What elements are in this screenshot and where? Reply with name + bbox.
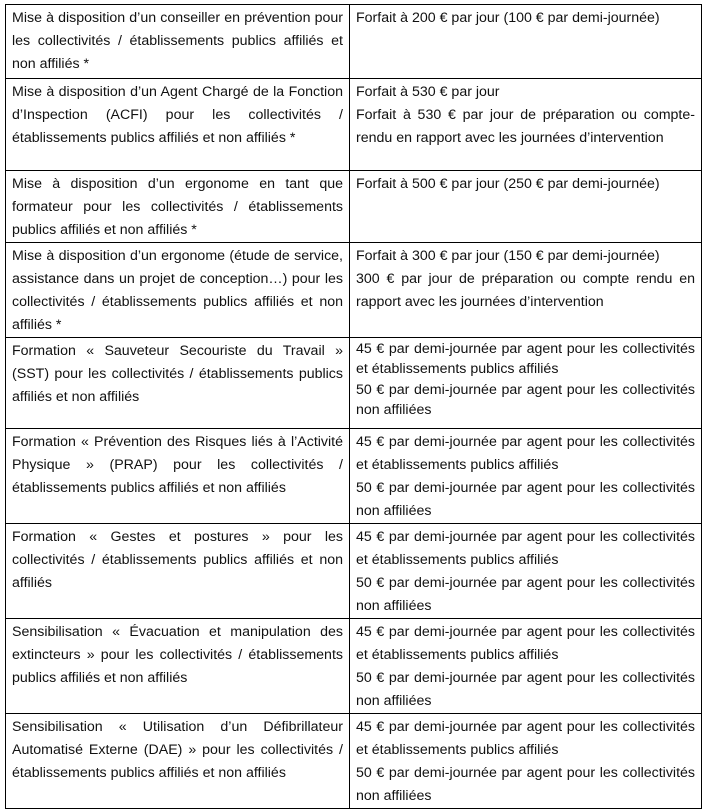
- tarif-cell: [350, 429, 702, 524]
- service-cell: Sensibilisation « Utilisation d’un Défibrillateur Automatisé Externe (DAE) » pour les collectivités / établissements publics affiliés et non affiliés: [6, 714, 350, 809]
- service-cell: Mise à disposition d’un ergonome (étude de service, assistance dans un projet de conception…) pour les collectivités / établissements publics affiliés et non affiliés *: [6, 243, 350, 338]
- tarif-line: Forfait à 500 € par jour (250 € par demi-journée): [356, 176, 660, 192]
- tarif-cell: [350, 524, 702, 619]
- tarif-line: 300 € par jour de préparation ou compte rendu en rapport avec les journées d’intervention: [356, 271, 695, 310]
- tarif-line: 45 € par demi-journée par agent pour les collectivités et établissements publics affiliés: [356, 341, 695, 377]
- tarif-cell: [350, 79, 702, 171]
- table-row: [6, 171, 702, 243]
- service-cell: Formation « Sauveteur Secouriste du Travail » (SST) pour les collectivités / établissements publics affiliés et non affiliés: [6, 338, 350, 429]
- service-cell: Mise à disposition d’un Agent Chargé de la Fonction d’Inspection (ACFI) pour les collectivités / établissements publics affiliés et non affiliés *: [6, 79, 350, 171]
- tarif-cell: [350, 243, 702, 338]
- tarif-line: 45 € par demi-journée par agent pour les collectivités et établissements publics affiliés: [356, 529, 695, 568]
- tarif-line: 50 € par demi-journée par agent pour les collectivités non affiliées: [356, 575, 695, 614]
- tarif-line: Forfait à 530 € par jour: [356, 84, 500, 100]
- service-cell: Mise à disposition d’un conseiller en prévention pour les collectivités / établissements publics affiliés et non affiliés *: [6, 5, 350, 79]
- tarif-cell: [350, 5, 702, 79]
- tarif-line: 50 € par demi-journée par agent pour les collectivités non affiliées: [356, 382, 695, 418]
- table-row: [6, 243, 702, 338]
- tarif-line: Forfait à 200 € par jour (100 € par demi-journée): [356, 10, 660, 26]
- tarif-line: 50 € par demi-journée par agent pour les collectivités non affiliées: [356, 765, 695, 804]
- tarif-cell: [350, 338, 702, 429]
- service-cell: Mise à disposition d’un ergonome en tant que formateur pour les collectivités / établissements publics affiliés et non affiliés *: [6, 171, 350, 243]
- tarif-cell: [350, 171, 702, 243]
- tarifs-table: [5, 4, 702, 809]
- tarif-line: 45 € par demi-journée par agent pour les collectivités et établissements publics affiliés: [356, 624, 695, 663]
- table-row: [6, 5, 702, 79]
- tarif-line: 50 € par demi-journée par agent pour les collectivités non affiliées: [356, 670, 695, 709]
- tarif-line: 50 € par demi-journée par agent pour les collectivités non affiliées: [356, 480, 695, 519]
- tarif-line: Forfait à 530 € par jour de préparation ou compte-rendu en rapport avec les journées d’intervention: [356, 107, 695, 146]
- tarif-cell: [350, 714, 702, 809]
- service-cell: Sensibilisation « Évacuation et manipulation des extincteurs » pour les collectivités / établissements publics affiliés et non affiliés: [6, 619, 350, 714]
- tarif-line: Forfait à 300 € par jour (150 € par demi-journée): [356, 248, 660, 264]
- tarif-line: 45 € par demi-journée par agent pour les collectivités et établissements publics affiliés: [356, 719, 695, 758]
- table-row: [6, 619, 702, 714]
- tarif-cell: [350, 619, 702, 714]
- table-row: [6, 338, 702, 429]
- service-cell: Formation « Prévention des Risques liés à l’Activité Physique » (PRAP) pour les collectivités / établissements publics affiliés et non affiliés: [6, 429, 350, 524]
- table-row: [6, 79, 702, 171]
- table-row: [6, 429, 702, 524]
- table-row: [6, 524, 702, 619]
- tarif-line: 45 € par demi-journée par agent pour les collectivités et établissements publics affiliés: [356, 434, 695, 473]
- table-row: [6, 714, 702, 809]
- service-cell: Formation « Gestes et postures » pour les collectivités / établissements publics affiliés et non affiliés: [6, 524, 350, 619]
